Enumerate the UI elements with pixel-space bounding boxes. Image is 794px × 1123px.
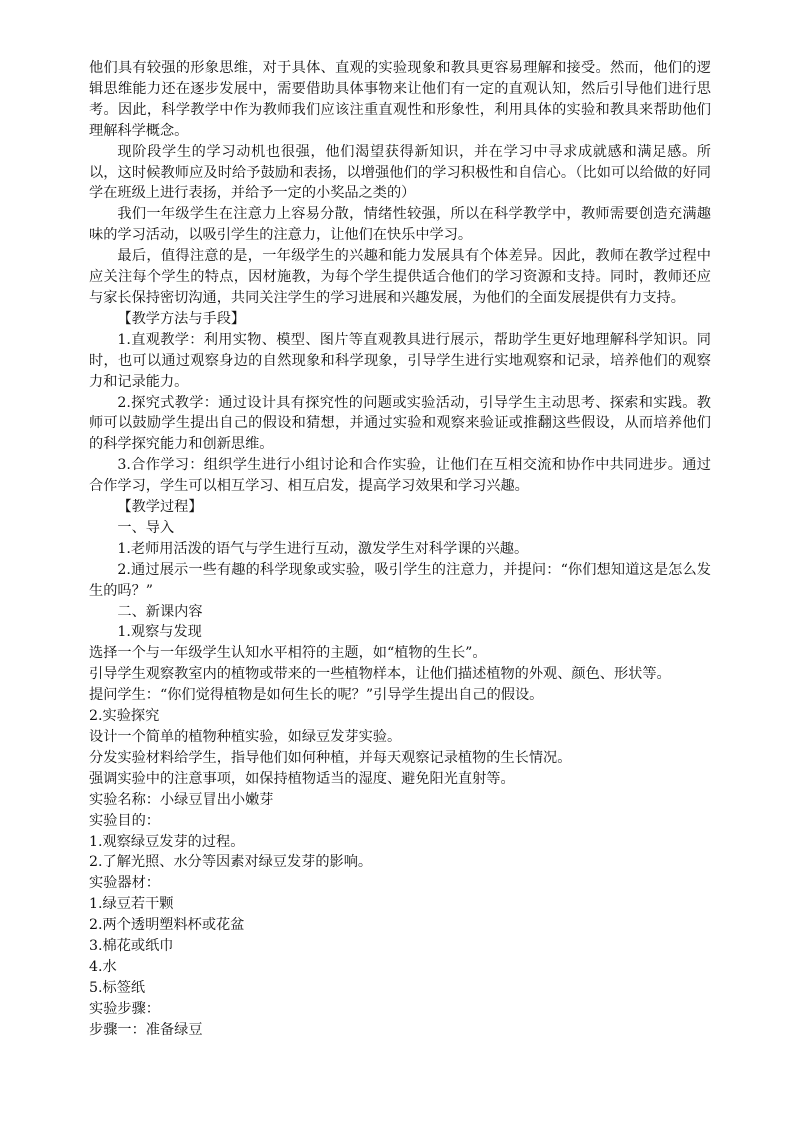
- observe-line: 选择一个与一年级学生认知水平相符的主题，如“植物的生长”。: [89, 645, 487, 662]
- observe-line: 提问学生：“你们觉得植物是如何生长的呢？”引导学生提出自己的假设。: [89, 687, 544, 704]
- paragraph-thinking: 他们具有较强的形象思维，对于具体、直观的实验现象和教具更容易理解和接受。然而，他们的逻辑思维能力还在逐步发展中，需要借助具体事物来让他们有一定的直观认知，然后引导他们进行思考。因此，科学教学中作为教师我们应该注重直观性和形象性，利用具体的实验和教具来帮助他们理解科学概念。: [89, 60, 711, 139]
- explore-line: 设计一个简单的植物种植实验，如绿豆发芽实验。: [89, 729, 402, 745]
- paragraph-attention: 我们一年级学生在注意力上容易分散，情绪性较强，所以在科学教学中，教师需要创造充满趣味的学习活动，以吸引学生的注意力，让他们在快乐中学习。: [89, 206, 711, 244]
- experiment-material-item: 1.绿豆若干颗: [89, 896, 174, 913]
- paragraph-differences: 最后，值得注意的是，一年级学生的兴趣和能力发展具有个体差异。因此，教师在教学过程中应关注每个学生的特点，因材施教，为每个学生提供适合他们的学习资源和支持。同时，教师还应与家长保持密切沟通，共同关注学生的学习进展和兴趣发展，为他们的全面发展提供有力支持。: [89, 248, 711, 306]
- experiment-purpose-label: 实验目的：: [89, 812, 160, 829]
- experiment-step-item: 步骤一：准备绿豆: [89, 1021, 203, 1038]
- experiment-material-item: 3.棉花或纸巾: [89, 938, 174, 955]
- section-heading-process: 【教学过程】: [117, 499, 203, 516]
- experiment-name: 实验名称：小绿豆冒出小嫩芽: [89, 791, 274, 808]
- method-item-inquiry: 2.探究式教学：通过设计具有探究性的问题或实验活动，引导学生主动思考、探索和实践。教师可以鼓励学生提出自己的假设和猜想，并通过实验和观察来验证或推翻这些假设，从而培养他们的科学探究能力和创新思维。: [89, 394, 711, 453]
- experiment-material-item: 5.标签纸: [89, 979, 146, 996]
- experiment-materials-label: 实验器材：: [89, 875, 160, 892]
- method-item-intuitive: 1.直观教学：利用实物、模型、图片等直观教具进行展示，帮助学生更好地理解科学知识。同时，也可以通过观察身边的自然现象和科学现象，引导学生进行实地观察和记录，培养他们的观察力和记录能力。: [89, 331, 711, 390]
- process-new-title: 二、新课内容: [117, 603, 203, 620]
- explore-line: 分发实验材料给学生，指导他们如何种植，并每天观察记录植物的生长情况。: [89, 749, 572, 766]
- experiment-material-item: 2.两个透明塑料杯或花盆: [89, 917, 245, 934]
- process-intro-title: 一、导入: [117, 519, 175, 536]
- paragraph-motivation: 现阶段学生的学习动机也很强，他们渴望获得新知识，并在学习中寻求成就感和满足感。所以，这时候教师应及时给予鼓励和表扬，以增强他们的学习积极性和自信心。（比如可以给做的好同学在班级上进行表扬，并给予一定的小奖品之类的）: [89, 143, 711, 202]
- explore-line: 强调实验中的注意事项，如保持植物适当的湿度、避免阳光直射等。: [89, 770, 515, 787]
- explore-title: 2.实验探究: [89, 708, 160, 725]
- experiment-material-item: 4.水: [89, 958, 117, 975]
- process-intro-item-1: 1.老师用活泼的语气与学生进行互动，激发学生对科学课的兴趣。: [117, 540, 529, 557]
- process-intro-item-2: 2.通过展示一些有趣的科学现象或实验，吸引学生的注意力，并提问：“你们想知道这是怎么发生的吗？”: [89, 561, 711, 599]
- section-heading-methods: 【教学方法与手段】: [117, 310, 246, 327]
- experiment-purpose-item: 2.了解光照、水分等因素对绿豆发芽的影响。: [89, 854, 373, 871]
- experiment-steps-label: 实验步骤：: [89, 1000, 160, 1017]
- method-item-cooperative: 3.合作学习：组织学生进行小组讨论和合作实验，让他们在互相交流和协作中共同进步。通过合作学习，学生可以相互学习、相互启发，提高学习效果和学习兴趣。: [89, 457, 711, 495]
- observe-title: 1.观察与发现: [117, 624, 202, 641]
- experiment-purpose-item: 1.观察绿豆发芽的过程。: [89, 833, 245, 850]
- observe-line: 引导学生观察教室内的植物或带来的一些植物样本，让他们描述植物的外观、颜色、形状等。: [89, 666, 671, 683]
